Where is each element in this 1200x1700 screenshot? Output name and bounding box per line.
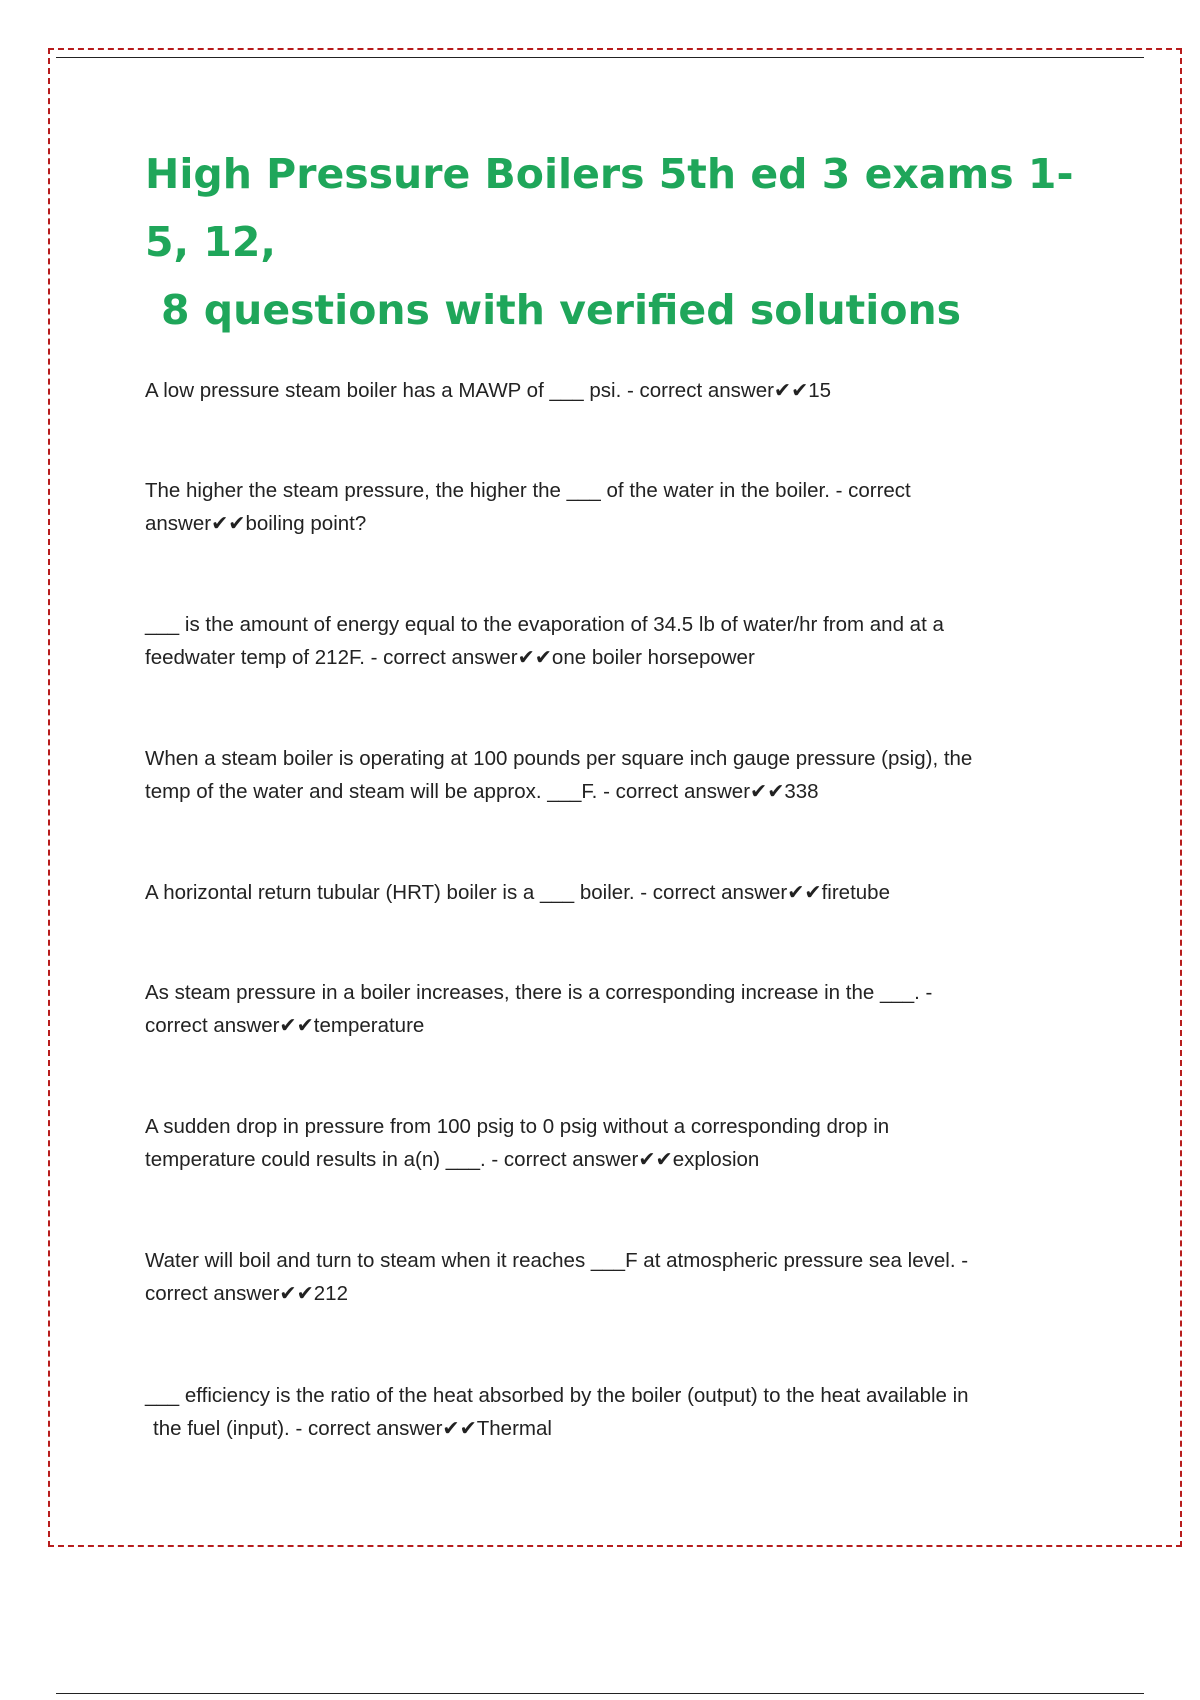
footer-rule <box>56 1693 1144 1694</box>
qa-item-5 <box>145 876 1090 909</box>
qa-item-7-line-1: A sudden drop in pressure from 100 psig to 0 psig without a corresponding drop in <box>145 1115 890 1138</box>
qa-item-4 <box>145 742 1090 808</box>
qa-item-4-line-2: temp of the water and steam will be approx. ___F. - correct answer✔✔338 <box>145 780 819 803</box>
header-rule <box>56 57 1144 58</box>
title-line-2: 8 questions with verified solutions <box>161 286 962 334</box>
qa-item-8-line-1: Water will boil and turn to steam when it reaches ___F at atmospheric pressure sea level. - <box>145 1249 969 1272</box>
qa-item-2-line-2: answer✔✔boiling point? <box>145 512 367 535</box>
qa-item-1 <box>145 374 1090 407</box>
qa-item-3-line-2: feedwater temp of 212F. - correct answer✔✔one boiler horsepower <box>145 646 755 669</box>
qa-item-5-line-1: A horizontal return tubular (HRT) boiler is a ___ boiler. - correct answer✔✔firetube <box>145 881 890 904</box>
qa-item-9 <box>145 1379 1090 1445</box>
qa-item-8-line-2: correct answer✔✔212 <box>145 1282 348 1305</box>
qa-item-7 <box>145 1110 1090 1176</box>
qa-item-1-line-1: A low pressure steam boiler has a MAWP of ___ psi. - correct answer✔✔15 <box>145 379 832 402</box>
title-line-1: High Pressure Boilers 5th ed 3 exams 1-5, 12, <box>145 150 1074 266</box>
qa-item-9-line-2: the fuel (input). - correct answer✔✔Thermal <box>153 1417 552 1440</box>
qa-item-8 <box>145 1244 1090 1310</box>
qa-item-6 <box>145 976 1090 1042</box>
qa-item-2 <box>145 474 1090 540</box>
qa-item-7-line-2: temperature could results in a(n) ___. - correct answer✔✔explosion <box>145 1148 760 1171</box>
qa-item-2-line-1: The higher the steam pressure, the higher the ___ of the water in the boiler. - correct <box>145 479 911 502</box>
qa-item-6-line-1: As steam pressure in a boiler increases, there is a corresponding increase in the ___. - <box>145 981 933 1004</box>
qa-item-9-line-1: ___ efficiency is the ratio of the heat absorbed by the boiler (output) to the heat available in <box>145 1384 969 1407</box>
document-title <box>145 140 1105 344</box>
qa-item-3 <box>145 608 1090 674</box>
qa-item-3-line-1: ___ is the amount of energy equal to the evaporation of 34.5 lb of water/hr from and at a <box>145 613 944 636</box>
qa-item-4-line-1: When a steam boiler is operating at 100 pounds per square inch gauge pressure (psig), the <box>145 747 973 770</box>
qa-item-6-line-2: correct answer✔✔temperature <box>145 1014 425 1037</box>
